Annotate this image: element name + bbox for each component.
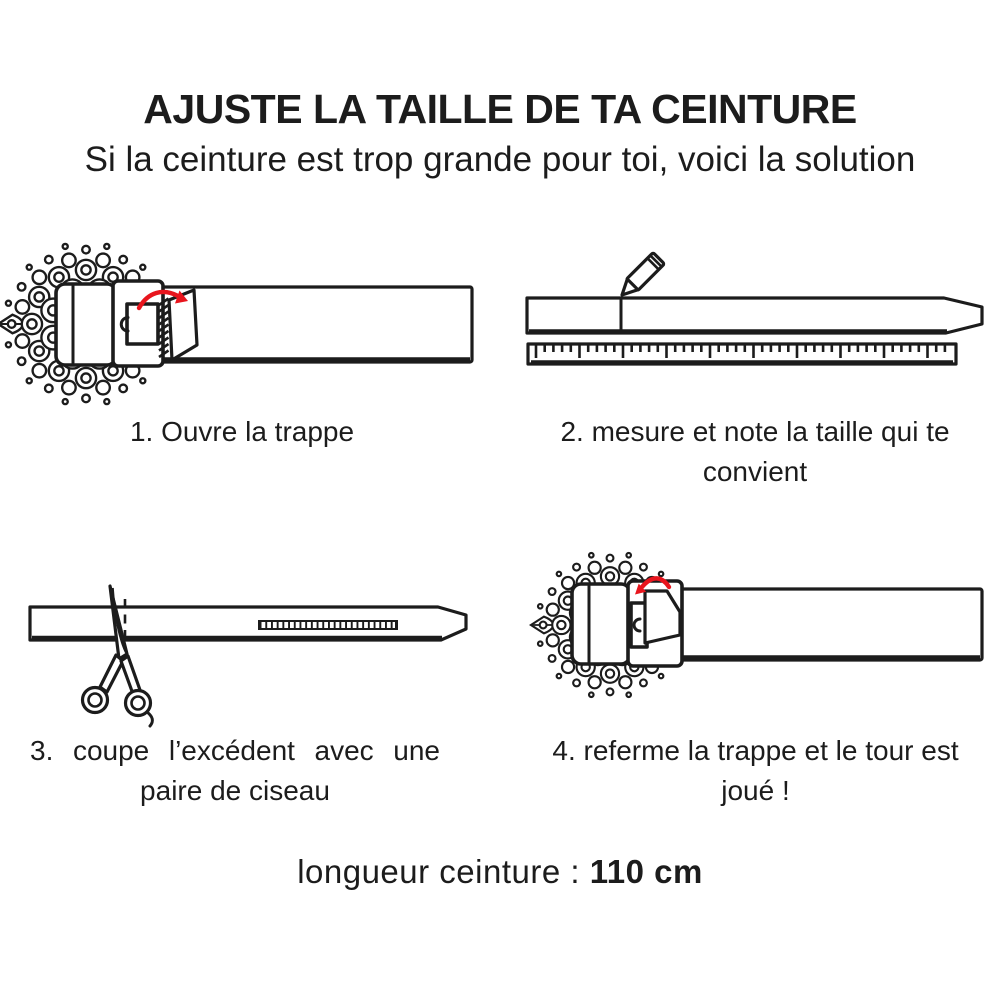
step-3-cut-illustration — [30, 586, 466, 726]
buckle-plate — [572, 584, 630, 664]
step-3-caption: 3. coupe l’excédent avec une paire de ciseau — [30, 735, 440, 806]
belt-strap — [677, 589, 982, 660]
step-1-caption: 1. Ouvre la trappe — [129, 416, 355, 447]
belt-strap-tipped — [30, 607, 466, 640]
belt-strap — [158, 287, 472, 362]
page-subtitle: Si la ceinture est trop grande pour toi, voici la solution — [84, 140, 916, 179]
step-2-measure-illustration — [527, 253, 982, 364]
step-2-caption: 2. mesure et note la taille qui te convient — [560, 416, 950, 487]
belt-strap-tipped — [527, 298, 982, 333]
step-4-caption: 4. referme la trappe et le tour est joué ! — [552, 735, 959, 806]
belt-length-label: longueur ceinture : — [297, 853, 590, 890]
step-1-open-trapdoor-illustration — [0, 244, 472, 404]
pencil-icon — [616, 253, 664, 301]
step-4-close-trapdoor-illustration — [531, 553, 982, 697]
ratchet-track — [258, 620, 398, 630]
buckle-plate — [56, 284, 116, 365]
belt-length-footer — [0, 853, 1000, 891]
buckle-inner-box — [127, 304, 158, 344]
page-title: AJUSTE LA TAILLE DE TA CEINTURE — [143, 86, 857, 132]
ruler-icon — [528, 344, 956, 364]
belt-length-value: 110 cm — [589, 853, 703, 890]
